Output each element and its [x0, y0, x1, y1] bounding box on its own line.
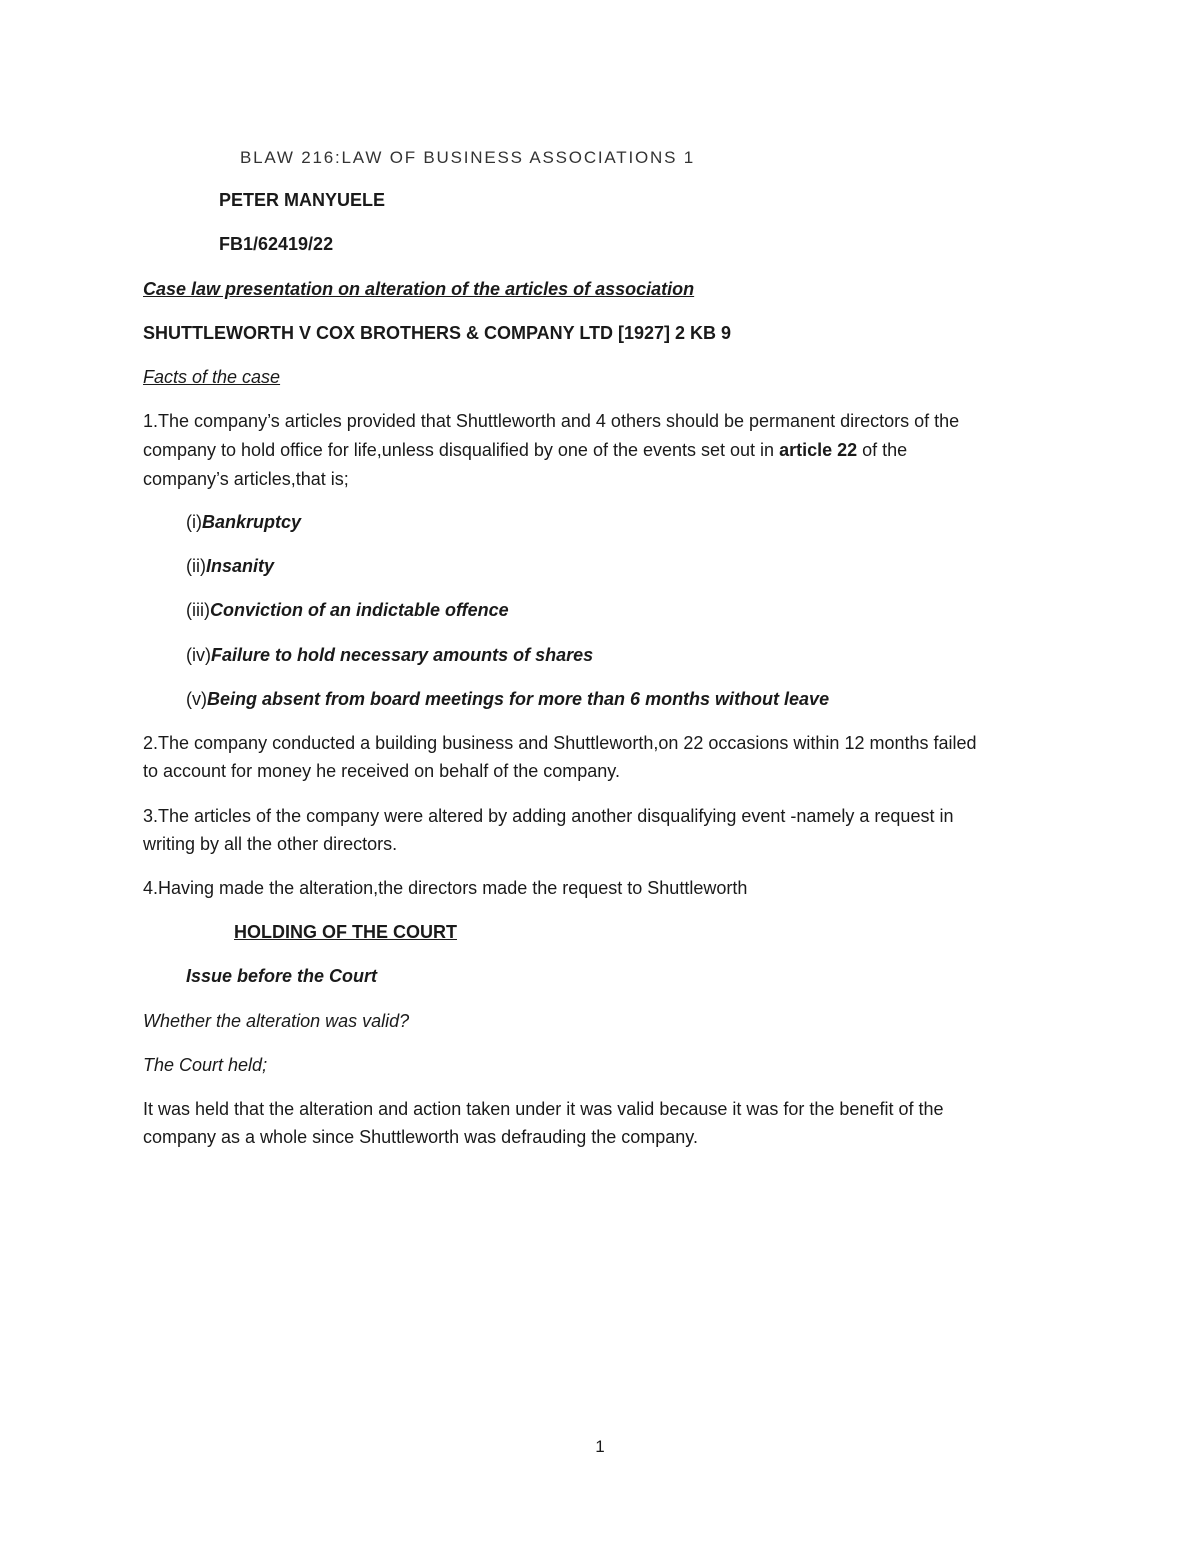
page-number: 1 — [595, 1437, 605, 1456]
event-item — [186, 510, 301, 534]
event-number: (v) — [186, 689, 207, 709]
held-label: The Court held; — [143, 1055, 268, 1075]
fact-1-line-2-end: of the — [857, 440, 908, 460]
held-line-1: It was held that the alteration and action taken under it was valid because it was for the benefit of the — [143, 1099, 944, 1119]
student-id: FB1/62419/22 — [219, 234, 334, 254]
event-text: Bankruptcy — [202, 512, 302, 532]
fact-2-line-1: 2.The company conducted a building business and Shuttleworth,on 22 occasions within 12 months failed — [143, 733, 977, 753]
fact-1-line-3: company’s articles,that is; — [143, 469, 349, 489]
student-name: PETER MANYUELE — [219, 190, 386, 210]
issue-heading: Issue before the Court — [186, 966, 378, 986]
fact-1-line-2 — [143, 438, 907, 462]
course-title: BLAW 216:LAW OF BUSINESS ASSOCIATIONS 1 — [240, 148, 696, 167]
held-line-2: company as a whole since Shuttleworth was defrauding the company. — [143, 1127, 698, 1147]
event-text: Insanity — [206, 556, 275, 576]
event-number: (iv) — [186, 645, 211, 665]
fact-2-line-2: to account for money he received on behalf of the company. — [143, 761, 620, 781]
event-item — [186, 643, 593, 667]
fact-4: 4.Having made the alteration,the directors made the request to Shuttleworth — [143, 878, 748, 898]
issue-question: Whether the alteration was valid? — [143, 1011, 410, 1031]
fact-3-line-1: 3.The articles of the company were altered by adding another disqualifying event -namely a request in — [143, 806, 954, 826]
case-name: SHUTTLEWORTH V COX BROTHERS & COMPANY LTD [1927] 2 KB 9 — [143, 323, 732, 343]
event-item — [186, 687, 829, 711]
event-item — [186, 554, 274, 578]
fact-1-line-1: 1.The company’s articles provided that Shuttleworth and 4 others should be permanent directors of the — [143, 411, 960, 431]
holding-heading: HOLDING OF THE COURT — [234, 922, 457, 942]
event-number: (i) — [186, 512, 202, 532]
fact-1-line-2-text: company to hold office for life,unless disqualified by one of the events set out in — [143, 440, 780, 460]
document-title: Case law presentation on alteration of the articles of association — [143, 279, 695, 299]
article-reference: article 22 — [779, 440, 858, 460]
event-number: (ii) — [186, 556, 206, 576]
fact-3-line-2: writing by all the other directors. — [143, 834, 398, 854]
event-text: Failure to hold necessary amounts of shares — [211, 645, 594, 665]
event-text: Being absent from board meetings for more than 6 months without leave — [207, 689, 830, 709]
event-number: (iii) — [186, 600, 210, 620]
event-item — [186, 598, 509, 622]
facts-heading: Facts of the case — [143, 367, 281, 387]
event-text: Conviction of an indictable offence — [210, 600, 509, 620]
